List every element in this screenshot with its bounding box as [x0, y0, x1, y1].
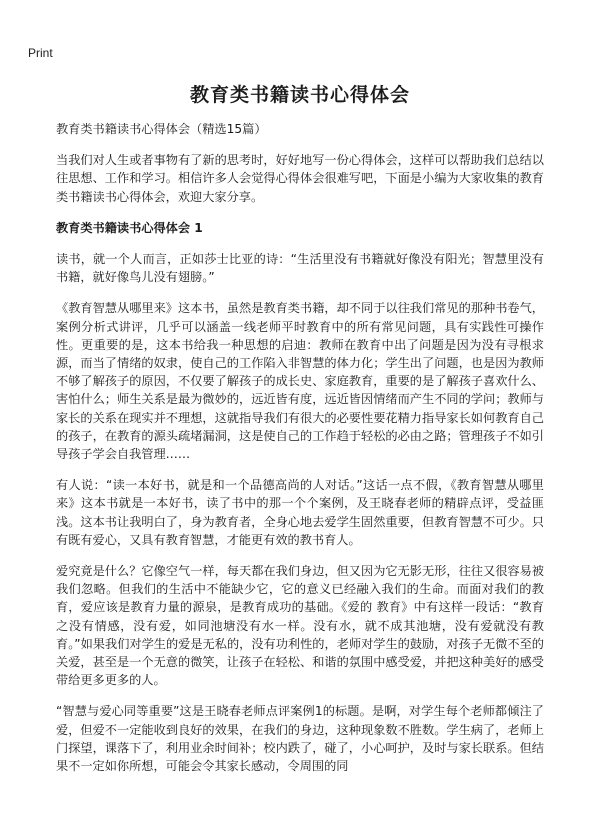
body-paragraph: 有人说：“读一本好书，就是和一个品德高尚的人对话。”这话一点不假，《教育智慧从哪里来》这本书就是一本好书，读了书中的那一个个案例，及王晓春老师的精辟点评，受益匪浅。这本书让我明白了，身为教育者，全身心地去爱学生固然重要，但教育智慧不可少。只有既有爱心，又具有教育智慧，才能更有效的教书育人。	[56, 478, 544, 547]
body-paragraph: 爱究竟是什么？它像空气一样，每天都在我们身边，但又因为它无影无形，往往又很容易被我们忽略。但我们的生活中不能缺少它，它的意义已经融入我们的生命。而面对我们的教育，爱应该是教育力量的源泉，是教育成功的基础。《爱的 教育》中有这样一段话：“教育之没有情感，没有爱，如同池塘没有水一样。没有水，就不成其池塘，没有爱就没有教育。”如果我们对学生的爱是无私的，没有功利性的，老师对学生的鼓励，对孩子无微不至的关爱，甚至是一个无意的微笑，让孩子在轻松、和谐的氛围中感受爱，并把这种美好的感受带给更多更多的人。	[56, 564, 544, 688]
body-paragraph: 读书，就一个人而言，正如莎士比亚的诗：“生活里没有书籍就好像没有阳光；智慧里没有书籍，就好像鸟儿没有翅膀。”	[56, 252, 544, 285]
body-paragraph: “智慧与爱心同等重要”这是王晓春老师点评案例1的标题。是啊，对学生每个老师都倾注了爱，但爱不一定能收到良好的效果，在我们的身边，这种现象数不胜数。学生病了，老师上门探望，课落下了，利用业余时间补；校内跌了，碰了，小心呵护，及时与家长联系。但结果不一定如你所想，可能会令其家长感动，令周围的同	[56, 704, 544, 774]
document-body	[56, 120, 544, 788]
page-title: 教育类书籍读书心得体会	[189, 84, 410, 106]
section-heading: 教育类书籍读书心得体会 1	[56, 220, 203, 235]
body-paragraph: 《教育智慧从哪里来》这本书，虽然是教育类书籍，却不同于以往我们常见的那种书卷气，案例分析式讲评，几乎可以涵盖一线老师平时教育中的所有常见问题，具有实践性可操作性。更重要的是，这本书给我一种思想的启迪：教师在教育中出了问题是因为没有寻根求源，而当了情绪的奴隶，使自己的工作陷入非智慧的体力化；学生出了问题，也是因为教师不够了解孩子的原因，不仅要了解孩子的成长史、家庭教育，重要的是了解孩子喜欢什么、害怕什么；师生关系是最为微妙的，远近皆有度，远近皆因情绪而产生不同的学问；教师与家长的关系在现实并不理想，这就指导我们有很大的必要性要花精力指导家长如何教育自己的孩子，在教育的源头疏堵漏洞，这是使自己的工作趋于轻松的必由之路；管理孩子不如引导孩子学会自我管理……	[56, 301, 544, 462]
document-subtitle: 教育类书籍读书心得体会（精选15篇）	[56, 122, 267, 136]
intro-paragraph: 当我们对人生或者事物有了新的思考时，好好地写一份心得体会，这样可以帮助我们总结以往思想、工作和学习。相信许多人会觉得心得体会很难写吧，下面是小编为大家收集的教育类书籍读书心得体会，欢迎大家分享。	[56, 153, 544, 204]
print-label[interactable]: Print	[28, 46, 53, 60]
